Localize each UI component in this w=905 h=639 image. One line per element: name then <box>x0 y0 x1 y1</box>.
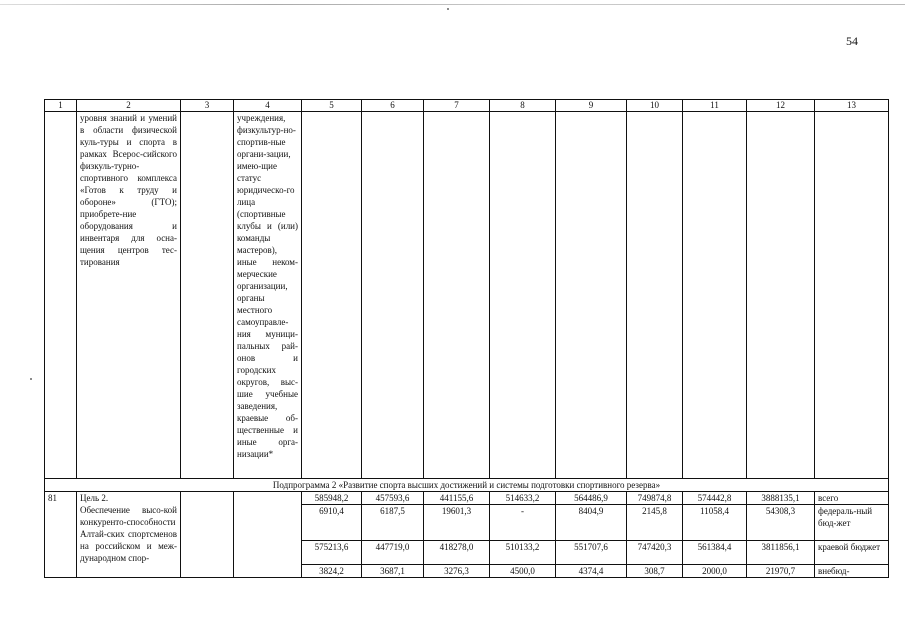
subprogram-row <box>45 479 889 492</box>
value-cell: 551707,6 <box>556 541 627 565</box>
column-number-row <box>45 100 889 112</box>
source-cell: всего <box>815 492 889 505</box>
goal-text: Обеспечение высо-кой конкуренто-способности Алтай-ских спортсменов на российском и меж-дународном спор- <box>80 505 177 563</box>
column-header: 8 <box>490 100 556 112</box>
value-cell: 510133,2 <box>490 541 556 565</box>
column-header: 5 <box>302 100 362 112</box>
value-cell: 441155,6 <box>424 492 490 505</box>
source-cell: внебюд- <box>815 565 889 578</box>
value-cell: 447719,0 <box>362 541 424 565</box>
executors-cell <box>234 492 302 578</box>
value-cell <box>556 112 627 479</box>
measure-description: уровня знаний и умений в области физической куль-туры и спорта в рамках Всерос-сийского физкуль-турно-спортивного комплекса «Готов к труду и обороне» (ГТО); приобрете-ние оборудования и инвентаря для осна-щения центров тес-тирования <box>77 112 181 479</box>
value-cell: 3824,2 <box>302 565 362 578</box>
scan-edge-line <box>0 4 905 5</box>
value-cell <box>627 112 683 479</box>
value-cell: 574442,8 <box>683 492 747 505</box>
value-cell: 3888135,1 <box>747 492 815 505</box>
value-cell: 3811856,1 <box>747 541 815 565</box>
column-header: 11 <box>683 100 747 112</box>
executors-description: учреждения, физкультур-но-спортив-ные органи-зации, имею-щие статус юридическо-го лица (спортивные клубы и (или) команды мастеров), иные неком-мерческие организации, органы местного самоуправле-ния муници-пальных рай-онов и городских округов, выс-шие учебные заведения, краевые об-щественные и иные орга-низации* <box>234 112 302 479</box>
scan-speck <box>30 378 32 380</box>
row-number-cell <box>45 112 77 479</box>
column-header: 12 <box>747 100 815 112</box>
value-cell: 3687,1 <box>362 565 424 578</box>
program-table <box>44 99 889 578</box>
value-cell: 6910,4 <box>302 505 362 541</box>
value-cell: 564486,9 <box>556 492 627 505</box>
value-cell: 418278,0 <box>424 541 490 565</box>
column-header: 7 <box>424 100 490 112</box>
value-cell: 2145,8 <box>627 505 683 541</box>
goal-title: Цель 2. <box>80 493 109 503</box>
page-number: 54 <box>846 34 858 48</box>
source-cell <box>815 112 889 479</box>
table-row <box>45 492 889 505</box>
continued-measure-row <box>45 112 889 479</box>
value-cell: 3276,3 <box>424 565 490 578</box>
value-cell: 54308,3 <box>747 505 815 541</box>
value-cell: - <box>490 505 556 541</box>
column-header: 1 <box>45 100 77 112</box>
value-cell <box>683 112 747 479</box>
row-number-cell: 81 <box>45 492 77 578</box>
value-cell: 19601,3 <box>424 505 490 541</box>
deadline-cell <box>181 112 234 479</box>
value-cell: 6187,5 <box>362 505 424 541</box>
value-cell: 514633,2 <box>490 492 556 505</box>
column-header: 3 <box>181 100 234 112</box>
subprogram-title: Подпрограмма 2 «Развитие спорта высших достижений и системы подготовки спортивного резерва» <box>45 479 889 492</box>
value-cell <box>302 112 362 479</box>
column-header: 4 <box>234 100 302 112</box>
value-cell <box>490 112 556 479</box>
goal-cell <box>77 492 181 578</box>
column-header: 13 <box>815 100 889 112</box>
value-cell: 561384,4 <box>683 541 747 565</box>
value-cell <box>424 112 490 479</box>
value-cell: 21970,7 <box>747 565 815 578</box>
value-cell: 4500,0 <box>490 565 556 578</box>
value-cell <box>747 112 815 479</box>
value-cell: 749874,8 <box>627 492 683 505</box>
value-cell <box>362 112 424 479</box>
value-cell: 457593,6 <box>362 492 424 505</box>
value-cell: 11058,4 <box>683 505 747 541</box>
column-header: 9 <box>556 100 627 112</box>
value-cell: 8404,9 <box>556 505 627 541</box>
source-cell: краевой бюджет <box>815 541 889 565</box>
column-header: 10 <box>627 100 683 112</box>
value-cell: 747420,3 <box>627 541 683 565</box>
value-cell: 2000,0 <box>683 565 747 578</box>
deadline-cell <box>181 492 234 578</box>
column-header: 6 <box>362 100 424 112</box>
source-cell: федераль-ный бюд-жет <box>815 505 889 541</box>
value-cell: 308,7 <box>627 565 683 578</box>
scan-speck <box>447 8 449 10</box>
value-cell: 575213,6 <box>302 541 362 565</box>
column-header: 2 <box>77 100 181 112</box>
value-cell: 585948,2 <box>302 492 362 505</box>
value-cell: 4374,4 <box>556 565 627 578</box>
